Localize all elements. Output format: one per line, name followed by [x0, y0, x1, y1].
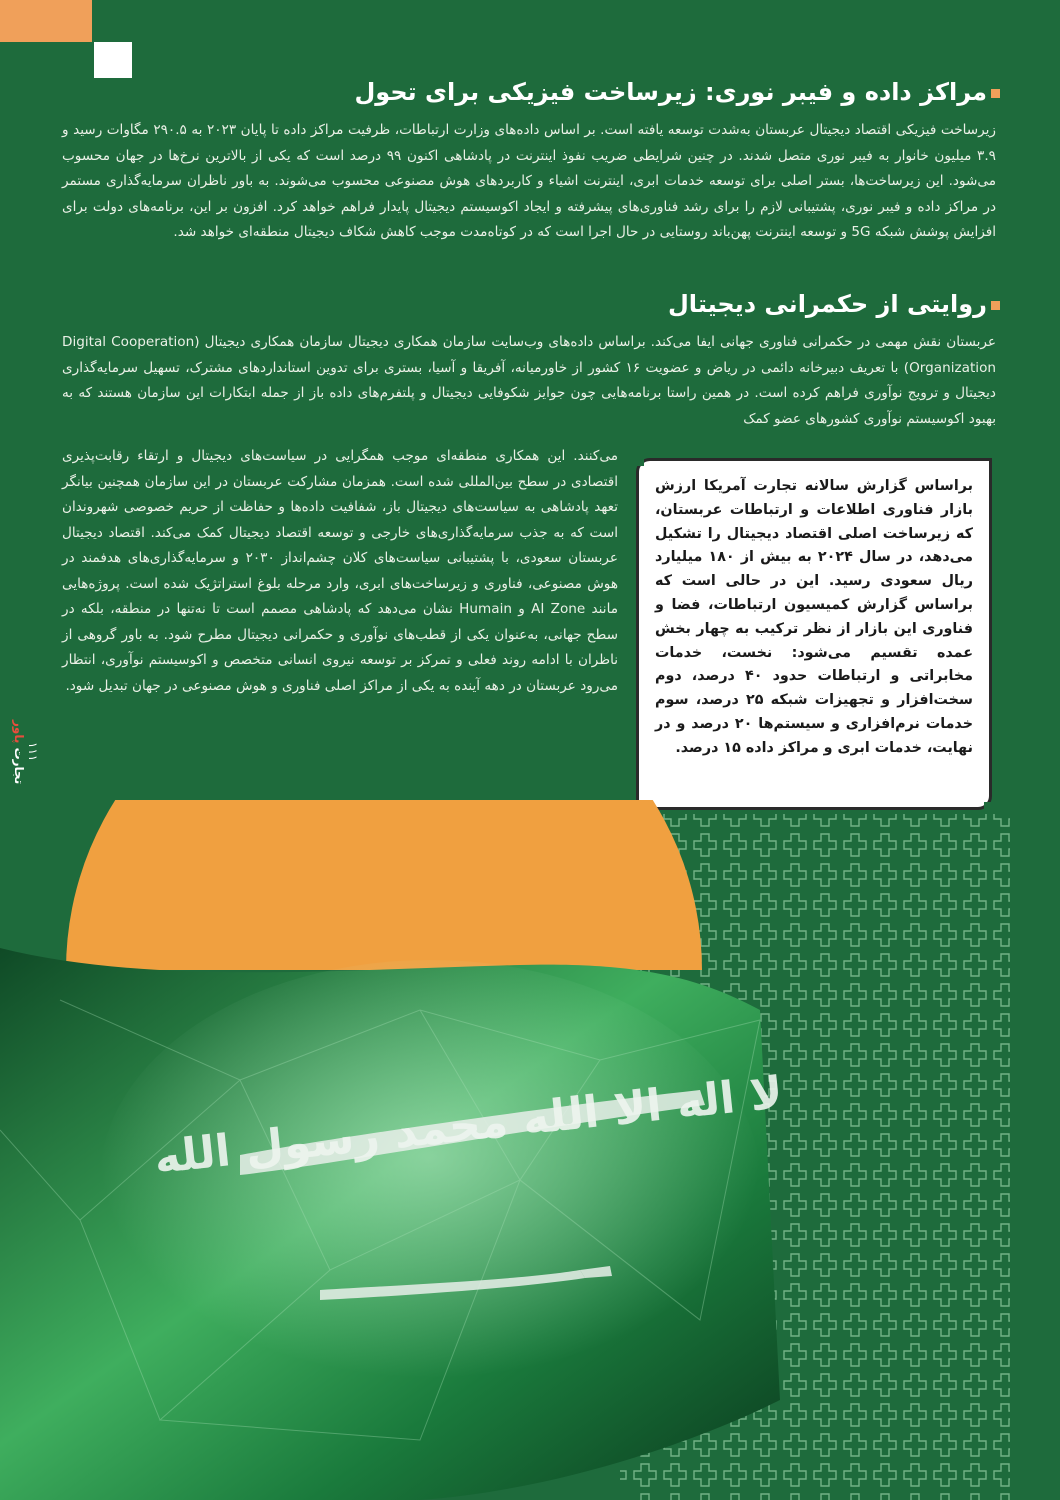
section2-body-bottom: می‌کنند. این همکاری منطقه‌ای موجب همگرایی در سیاست‌های دیجیتال و ارتقاء رقابت‌پذیری اقتصادی در سطح بین‌المللی شده است. همزمان مشارکت عربستان در این سازمان همچنین بیانگر تعهد پادشاهی به سیاست‌های دیجیتال باز، شفافیت داده‌ها و حفاظت از حریم خصوصی شهروندان است که به جذب سرمایه‌گذاری‌های خارجی و توسعه اقتصاد دیجیتال کمک می‌کند. اقتصاد دیجیتال عربستان سعودی، با پشتیبانی سیاست‌های کلان چشم‌انداز ۲۰۳۰ و سرمایه‌گذاری‌های هدفمند در هوش مصنوعی، فناوری و زیرساخت‌های ابری، وارد مرحله بلوغ استراتژیک شده است. پروژه‌هایی مانند AI Zone و Humain نشان می‌دهد که پادشاهی مصمم است تا نه‌تنها در منطقه، بلکه در سطح جهانی، به‌عنوان یکی از قطب‌های نوآوری و حکمرانی دیجیتال مطرح شود. به باور گروهی از ناظران با ادامه روند فعلی و تمرکز بر توسعه نیروی انسانی متخصص و اکوسیستم نوآوری، انتظار می‌رود عربستان در دهه آینده به یکی از مراکز اصلی فناوری و هوش مصنوعی در جهان تبدیل شود. — [62, 448, 618, 694]
corner-white-block — [94, 42, 132, 78]
orange-semicircle — [66, 800, 702, 970]
corner-orange-block — [0, 0, 92, 42]
flag-highlight — [100, 960, 760, 1400]
magazine-logo: تجارت پاور — [12, 719, 26, 785]
bullet-square-icon — [991, 89, 1000, 98]
saudi-flag-illustration — [0, 800, 1060, 1500]
section1-heading: مراکز داده و فیبر نوری: زیرساخت فیزیکی برای تحول — [354, 78, 1000, 106]
page-number: ۱۱۱ — [26, 742, 40, 762]
section2-heading: روایتی از حکمرانی دیجیتال — [668, 290, 1000, 318]
bullet-square-icon — [991, 301, 1000, 310]
section1-body: زیرساخت فیزیکی اقتصاد دیجیتال عربستان به‌شدت توسعه یافته است. بر اساس داده‌های وزارت ارتباطات، ظرفیت مراکز داده تا پایان ۲۰۲۳ به ۲۹۰.۵ مگاوات رسید و ۳.۹ میلیون خانوار به فیبر نوری متصل شدند. در چنین شرایطی ضریب نفوذ اینترنت در پادشاهی اکنون ۹۹ درصد است که یکی از بالاترین نرخ‌ها در جهان محسوب می‌شود. این زیرساخت‌ها، بستر اصلی برای توسعه خدمات ابری، اینترنت اشیاء و کاربردهای هوش مصنوعی محسوب می‌شوند. به باور ناظران سرمایه‌گذاری مستمر در مراکز داده و فیبر نوری، پشتیبانی لازم را برای رشد فناوری‌های پیشرفته و ایجاد اکوسیستم دیجیتال پایدار فراهم خواهد کرد. افزون بر این، برنامه‌های دولت برای افزایش پوشش شبکه 5G و توسعه اینترنت پهن‌باند روستایی در حال اجرا است که در کوتاه‌مدت موجب کاهش شکاف دیجیتال منطقه‌ای خواهد شد. — [62, 122, 996, 240]
section2-body-top: عربستان نقش مهمی در حکمرانی فناوری جهانی ایفا می‌کند. براساس داده‌های وب‌سایت سازمان همکاری دیجیتال سازمان همکاری دیجیتال (Digital Cooperation Organization) با تعریف دبیرخانه دائمی در ریاض و عضویت ۱۶ کشور از خاورمیانه، آفریقا و آسیا، بستری برای تدوین استانداردهای مشترک، تسهیل سرمایه‌گذاری دیجیتال و ترویج نوآوری فراهم کرده است. در همین راستا برنامه‌هایی چون جوایز شکوفایی دیجیتال و پلتفرم‌های داده باز از جمله ابتکارات این سازمان هستند که به بهبود اکوسیستم نوآوری کشورهای عضو کمک — [62, 334, 996, 427]
flag-calligraphy: لا اله الا الله محمد رسول الله — [151, 1067, 786, 1184]
sidebar-stat-box: براساس گزارش سالانه تجارت آمریکا ارزش بازار فناوری اطلاعات و ارتباطات عربستان، که زیرساخت اصلی اقتصاد دیجیتال را تشکیل می‌دهد، در سال ۲۰۲۴ به بیش از ۱۸۰ میلیارد ریال سعودی رسید. این در حالی است که براساس گزارش کمیسیون ارتباطات، فضا و فناوری این بازار از نظر ترکیب به چهار بخش عمده تقسیم می‌شود: نخست، خدمات مخابراتی و ارتباطات حدود ۴۰ درصد، دوم سخت‌افزار و تجهیزات شبکه ۲۵ درصد، سوم خدمات نرم‌افزاری و سیستم‌ها ۲۰ درصد و در نهایت، خدمات ابری و مراکز داده ۱۵ درصد. — [636, 458, 992, 810]
page-footer — [12, 712, 40, 792]
